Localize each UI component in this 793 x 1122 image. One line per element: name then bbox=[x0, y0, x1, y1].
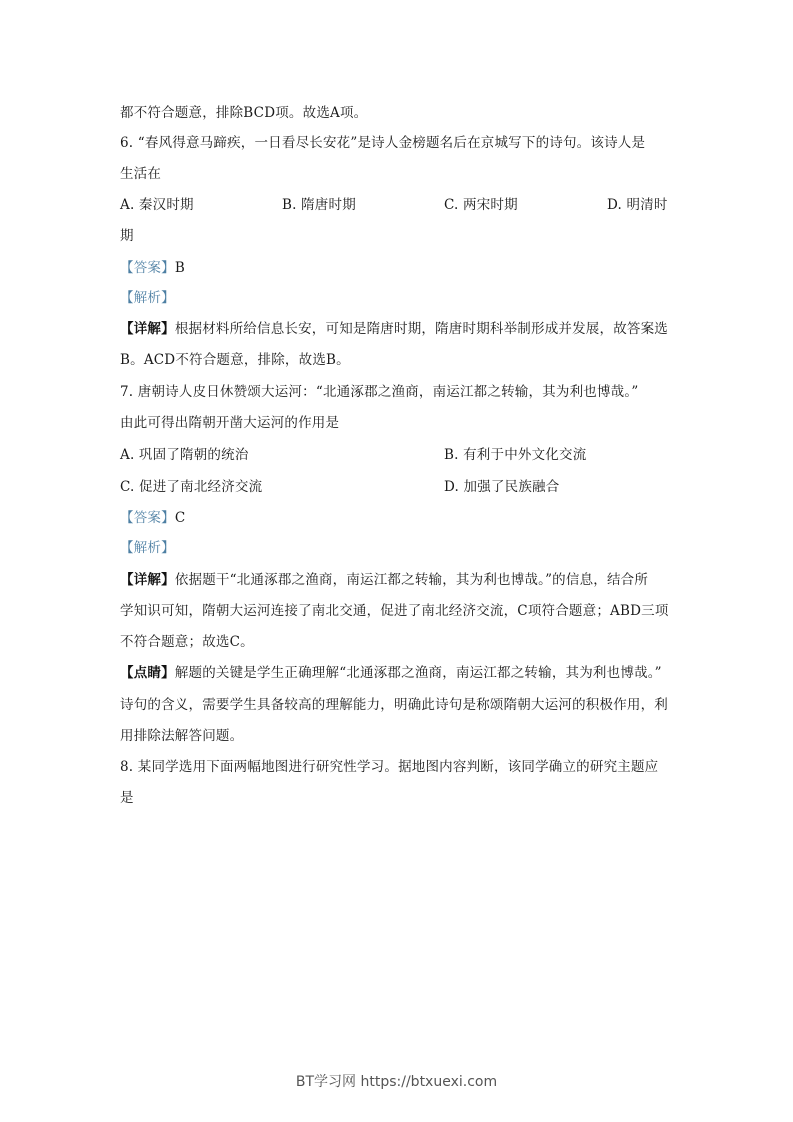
q7-detail-line2: 学知识可知，隋朝大运河连接了南北交通，促进了南北经济交流，C项符合题意；ABD三项 bbox=[120, 603, 669, 619]
tip-text: 解题的关键是学生正确理解“北通涿郡之渔商，南运江都之转输，其为利也博哉。” bbox=[174, 665, 662, 681]
q7-tip-line2: 诗句的含义，需要学生具备较高的理解能力，明确此诗句是称颂隋朝大运河的积极作用，利 bbox=[120, 697, 668, 713]
q6-option-wrap: 期 bbox=[120, 228, 134, 244]
q8-stem-line2: 是 bbox=[120, 790, 134, 806]
q8-stem-line1: 8. 某同学选用下面两幅地图进行研究性学习。据地图内容判断，该同学确立的研究主题应 bbox=[120, 759, 659, 775]
q6-options-row bbox=[120, 195, 680, 215]
answer-value: B bbox=[174, 260, 185, 276]
q6-detail-line1 bbox=[120, 319, 680, 339]
q6-analysis bbox=[120, 288, 680, 308]
q7-option-b: B. 有利于中外文化交流 bbox=[444, 447, 587, 463]
detail-label: 【详解】 bbox=[120, 572, 175, 588]
footer-watermark: BT学习网 https://btxuexi.com bbox=[295, 1074, 498, 1090]
q6-option-a: A. 秦汉时期 bbox=[120, 197, 194, 213]
detail-text: 依据题干“北通涿郡之渔商，南运江都之转输，其为利也博哉。”的信息，结合所 bbox=[174, 572, 649, 588]
q6-option-d: D. 明清时 bbox=[607, 197, 668, 213]
q7-option-c: C. 促进了南北经济交流 bbox=[120, 479, 263, 495]
q7-tip-line1 bbox=[120, 663, 680, 683]
q7-answer bbox=[120, 508, 680, 528]
analysis-label: 【解析】 bbox=[120, 540, 175, 556]
q7-options-row1 bbox=[120, 445, 680, 465]
q7-detail-line1 bbox=[120, 570, 680, 590]
q6-detail-line2: B。ACD不符合题意，排除，故选B。 bbox=[120, 352, 350, 368]
q5-continuation: 都不符合题意，排除BCD项。故选A项。 bbox=[120, 105, 368, 121]
answer-value: C bbox=[174, 510, 186, 526]
q7-analysis bbox=[120, 538, 680, 558]
answer-label: 【答案】 bbox=[120, 260, 175, 276]
q7-option-a: A. 巩固了隋朝的统治 bbox=[120, 447, 249, 463]
q7-stem-line1: 7. 唐朝诗人皮日休赞颂大运河：“北通涿郡之渔商，南运江都之转输，其为利也博哉。” bbox=[120, 384, 639, 400]
detail-text: 根据材料所给信息长安，可知是隋唐时期，隋唐时期科举制形成并发展，故答案选 bbox=[174, 321, 669, 337]
q7-option-d: D. 加强了民族融合 bbox=[444, 479, 560, 495]
q6-answer bbox=[120, 258, 680, 278]
answer-label: 【答案】 bbox=[120, 510, 175, 526]
q7-options-row2 bbox=[120, 477, 680, 497]
q7-stem-line2: 由此可得出隋朝开凿大运河的作用是 bbox=[120, 415, 340, 431]
q6-stem-line2: 生活在 bbox=[120, 166, 162, 182]
q6-stem-line1: 6. “春风得意马蹄疾，一日看尽长安花”是诗人金榜题名后在京城写下的诗句。该诗人是 bbox=[120, 135, 646, 151]
analysis-label: 【解析】 bbox=[120, 290, 175, 306]
q6-option-c: C. 两宋时期 bbox=[444, 197, 518, 213]
tip-label: 【点睛】 bbox=[120, 665, 175, 681]
q7-detail-line3: 不符合题意；故选C。 bbox=[120, 634, 254, 650]
detail-label: 【详解】 bbox=[120, 321, 175, 337]
q7-tip-line3: 用排除法解答问题。 bbox=[120, 728, 244, 744]
q6-option-b: B. 隋唐时期 bbox=[282, 197, 356, 213]
